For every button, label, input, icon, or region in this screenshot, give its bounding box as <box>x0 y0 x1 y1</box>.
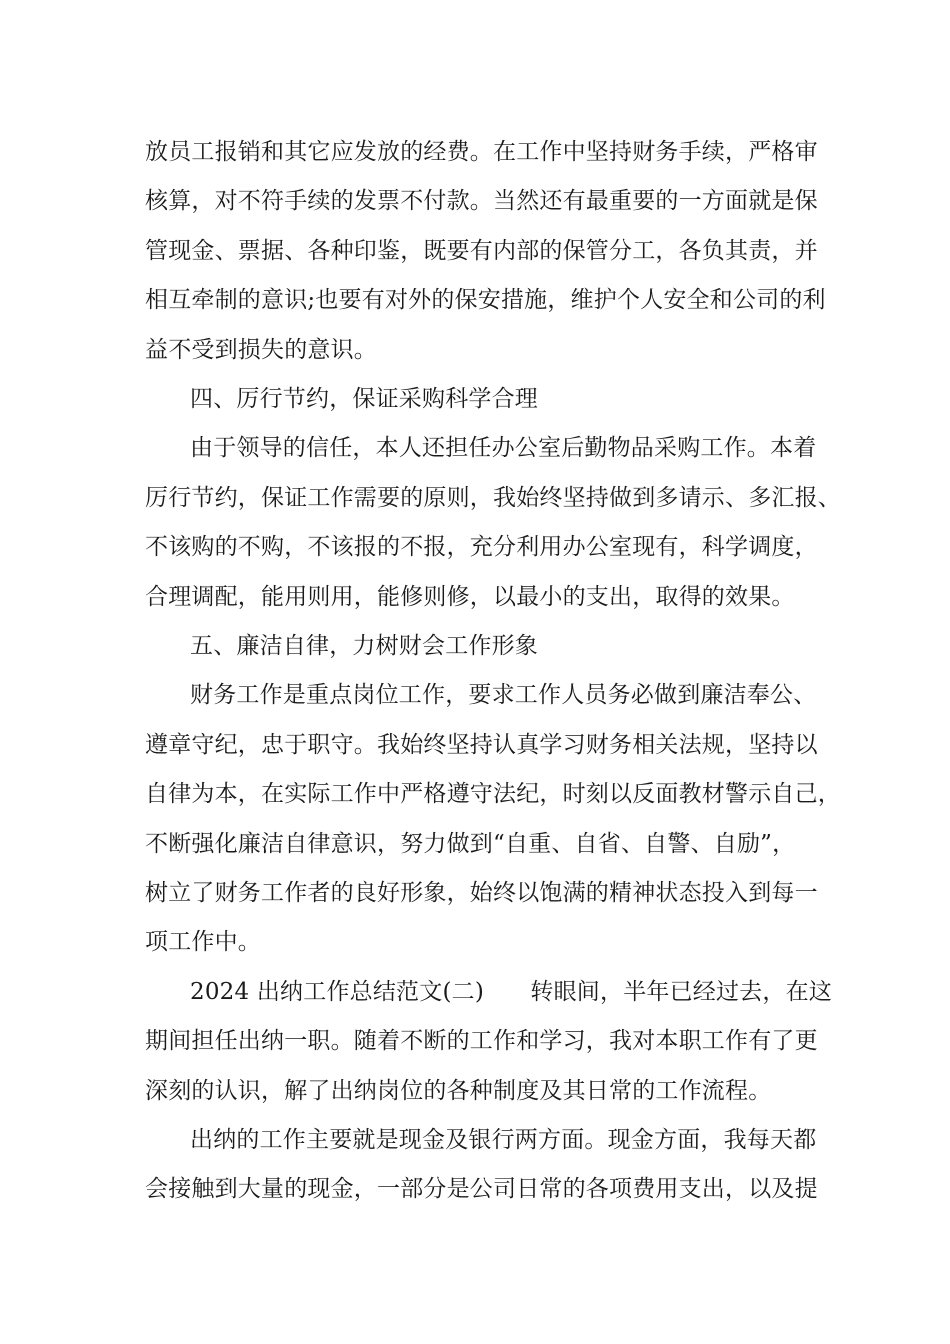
text-line: 不该购的不购，不该报的不报，充分利用办公室现有，科学调度， <box>145 534 818 561</box>
text-line: 五、廉洁自律，力树财会工作形象 <box>190 633 538 659</box>
text-line: 由于领导的信任，本人还担任办公室后勤物品采购工作。本着 <box>190 435 817 462</box>
text-line: 遵章守纪，忠于职守。我始终坚持认真学习财务相关法规，坚持以 <box>145 731 818 758</box>
text-line: 益不受到损失的意识。 <box>145 336 377 363</box>
text-line: 期间担任出纳一职。随着不断的工作和学习，我对本职工作有了更 <box>145 1028 818 1055</box>
text-line: 合理调配，能用则用，能修则修，以最小的支出，取得的效果。 <box>145 583 795 610</box>
text-line: 出纳的工作主要就是现金及银行两方面。现金方面，我每天都 <box>190 1127 817 1153</box>
text-line: 四、厉行节约，保证采购科学合理 <box>190 386 538 412</box>
text-line: 财务工作是重点岗位工作，要求工作人员务必做到廉洁奉公、 <box>190 682 817 709</box>
text-line: 自律为本，在实际工作中严格遵守法纪，时刻以反面教材警示自己， <box>145 781 841 808</box>
text-line: 2024 出纳工作总结范文(二) 转眼间，半年已经过去，在这 <box>190 978 832 1005</box>
text-line: 管现金、票据、各种印鉴，既要有内部的保管分工，各负其责，并 <box>145 237 818 264</box>
text-line: 树立了财务工作者的良好形象，始终以饱满的精神状态投入到每一 <box>145 880 818 906</box>
text-line: 放员工报销和其它应发放的经费。在工作中坚持财务手续，严格审 <box>145 139 818 165</box>
text-line: 项工作中。 <box>145 929 261 956</box>
text-line: 核算，对不符手续的发票不付款。当然还有最重要的一方面就是保 <box>145 188 818 215</box>
text-line: 厉行节约，保证工作需要的原则，我始终坚持做到多请示、多汇报、 <box>145 484 841 511</box>
text-line: 深刻的认识，解了出纳岗位的各种制度及其日常的工作流程。 <box>145 1077 772 1104</box>
text-line: 相互牵制的意识;也要有对外的保安措施，维护个人安全和公司的利 <box>145 287 826 314</box>
text-line: 不断强化廉洁自律意识，努力做到“自重、自省、自警、自励”， <box>145 830 796 857</box>
text-line: 会接触到大量的现金，一部分是公司日常的各项费用支出，以及提 <box>145 1176 818 1203</box>
